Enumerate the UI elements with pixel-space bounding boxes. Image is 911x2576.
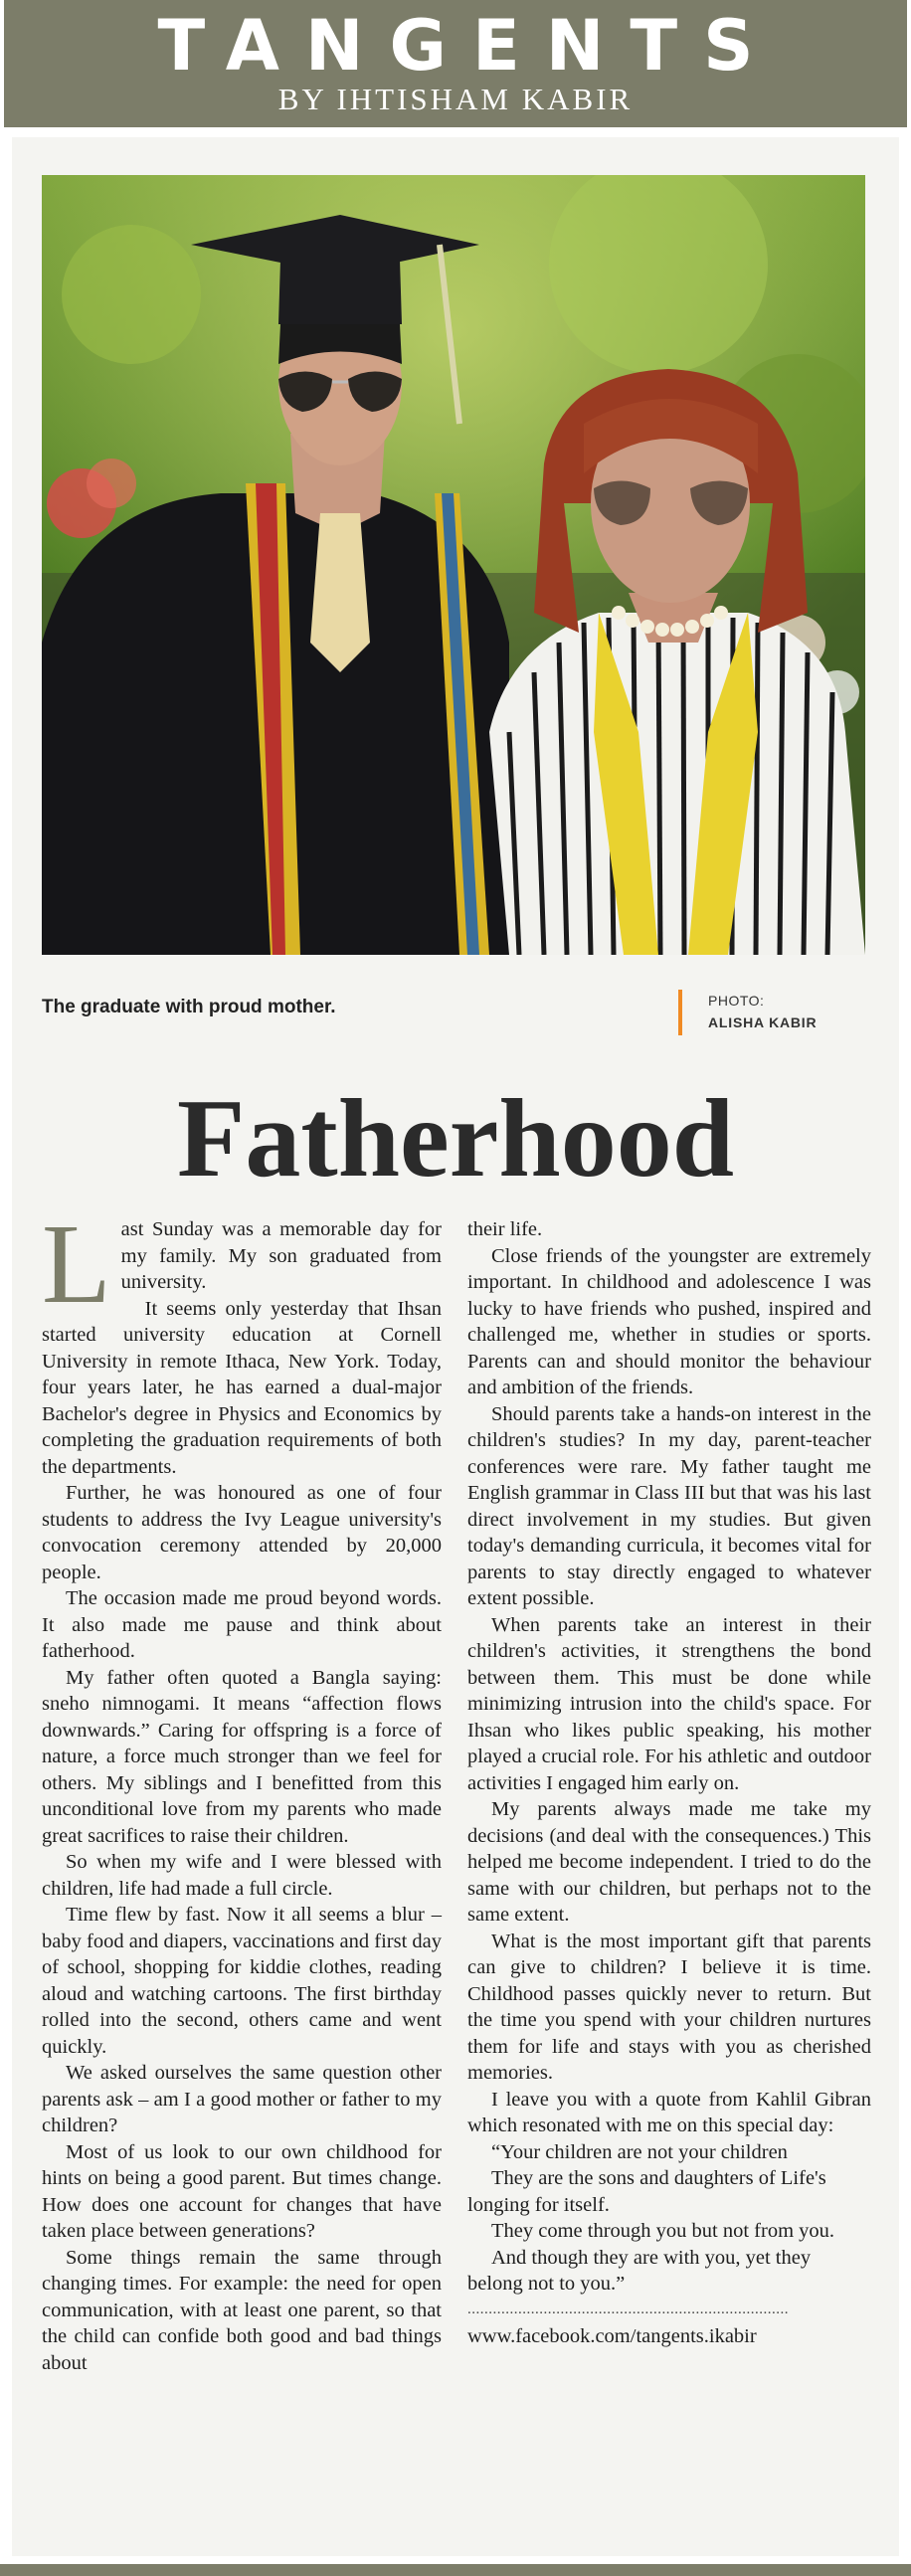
paragraph: Further, he was honoured as one of four students to address the Ivy League university's convocation ceremony attended by 20,000 people. (42, 1482, 442, 1583)
byline: BY IHTISHAM KABIR (277, 82, 634, 116)
photo-caption: The graduate with proud mother. (42, 997, 336, 1017)
graduation-photo (42, 175, 865, 955)
separator: ............................................................................ (467, 2300, 789, 2317)
paragraph: Most of us look to our own childhood for hints on being a good parent. But times change. How does one account for changes that have taken place between generations? (42, 2140, 442, 2242)
paragraph: My father often quoted a Bangla saying: sneho nimnogami. It means “affection flows downwards.” Caring for offspring is a force of nature, a force much stronger than we feel for others. My siblings and I benefitted from this unconditional love from my parents who made great sacrifices to raise their children. (42, 1666, 442, 1847)
bottom-rule (0, 2564, 911, 2576)
paragraph: So when my wife and I were blessed with children, life had made a full circle. (42, 1851, 442, 1900)
paragraph: I leave you with a quote from Kahlil Gibran which resonated with me on this special day: (467, 2088, 871, 2136)
quote-line: “Your children are not your children (491, 2140, 788, 2163)
paragraph: Time flew by fast. Now it all seems a blur – baby food and diapers, vaccinations and first day of school, shopping for kiddie clothes, reading aloud and watching cartoons. The first birthday rolled into the second, others came and went quickly. (42, 1904, 442, 2058)
author-website-link[interactable]: www.facebook.com/tangents.ikabir (467, 2324, 757, 2347)
paragraph: Close friends of the youngster are extremely important. In childhood and adolescence I was lucky to have friends who pushed, inspired and challenged me, whether in studies or sports. Parents can and should monitor the behaviour and ambition of the friends. (467, 1244, 871, 1398)
quote-line: They are the sons and daughters of Life's longing for itself. (467, 2167, 826, 2216)
paragraph: their life. (467, 1218, 543, 1240)
quote-line: They come through you but not from you. (491, 2220, 835, 2242)
article-column-right (467, 1216, 871, 2349)
paragraph: The occasion made me proud beyond words. It also made me pause and think about fatherhood. (42, 1587, 442, 1662)
article-headline: Fatherhood (177, 1077, 734, 1200)
paragraph: We asked ourselves the same question other parents ask – am I a good mother or father to my children? (42, 2062, 442, 2136)
masthead-banner (4, 0, 907, 127)
photo-credit-divider (678, 990, 682, 1035)
drop-cap: L (42, 1200, 111, 1327)
paragraph: What is the most important gift that parents can give to children? I believe it is time. Childhood passes quickly never to return. But the time you spend with your children nurtures them for life and stays with you as cherished memories. (467, 1930, 871, 2084)
paragraph: Should parents take a hands-on interest in the children's studies? In my day, parent-teacher conferences were rare. My father taught me English grammar in Class III but that was his last direct involvement in my studies. But given today's demanding curricula, it becomes vital for parents to stay directly engaged to whatever extent possible. (467, 1402, 871, 1609)
paragraph: Last Sunday was a memorable day for my family. My son graduated from university. (42, 1200, 442, 1327)
paragraph: It seems only yesterday that Ihsan started university education at Cornell University in remote Ithaca, New York. Today, four years later, he has earned a dual-major Bachelor's degree in Physics and Economics by completing the graduation requirements of both the departments. (42, 1297, 442, 1478)
quote-line: And though they are with you, yet they belong not to you.” (467, 2246, 812, 2295)
photo-credit-name: ALISHA KABIR (708, 1014, 818, 1030)
photo-credit-label: PHOTO: (708, 993, 765, 1009)
article-column-left (42, 1200, 442, 2376)
paragraph: When parents take an interest in their children's activities, it strengthens the bond between them. This must be done while minimizing intrusion into the child's space. For Ihsan who likes public speaking, his mother played a crucial role. For his athletic and outdoor activities I engaged him early on. (467, 1613, 871, 1794)
paragraph: My parents always made me take my decisions (and deal with the consequences.) This helped me become independent. I tried to do the same with our children, but perhaps not to the same extent. (467, 1798, 871, 1926)
paragraph: Some things remain the same through changing times. For example: the need for open communication, with at least one parent, so that the child can confide both good and bad things about (42, 2246, 442, 2374)
column-title: TANGENTS (157, 5, 780, 87)
